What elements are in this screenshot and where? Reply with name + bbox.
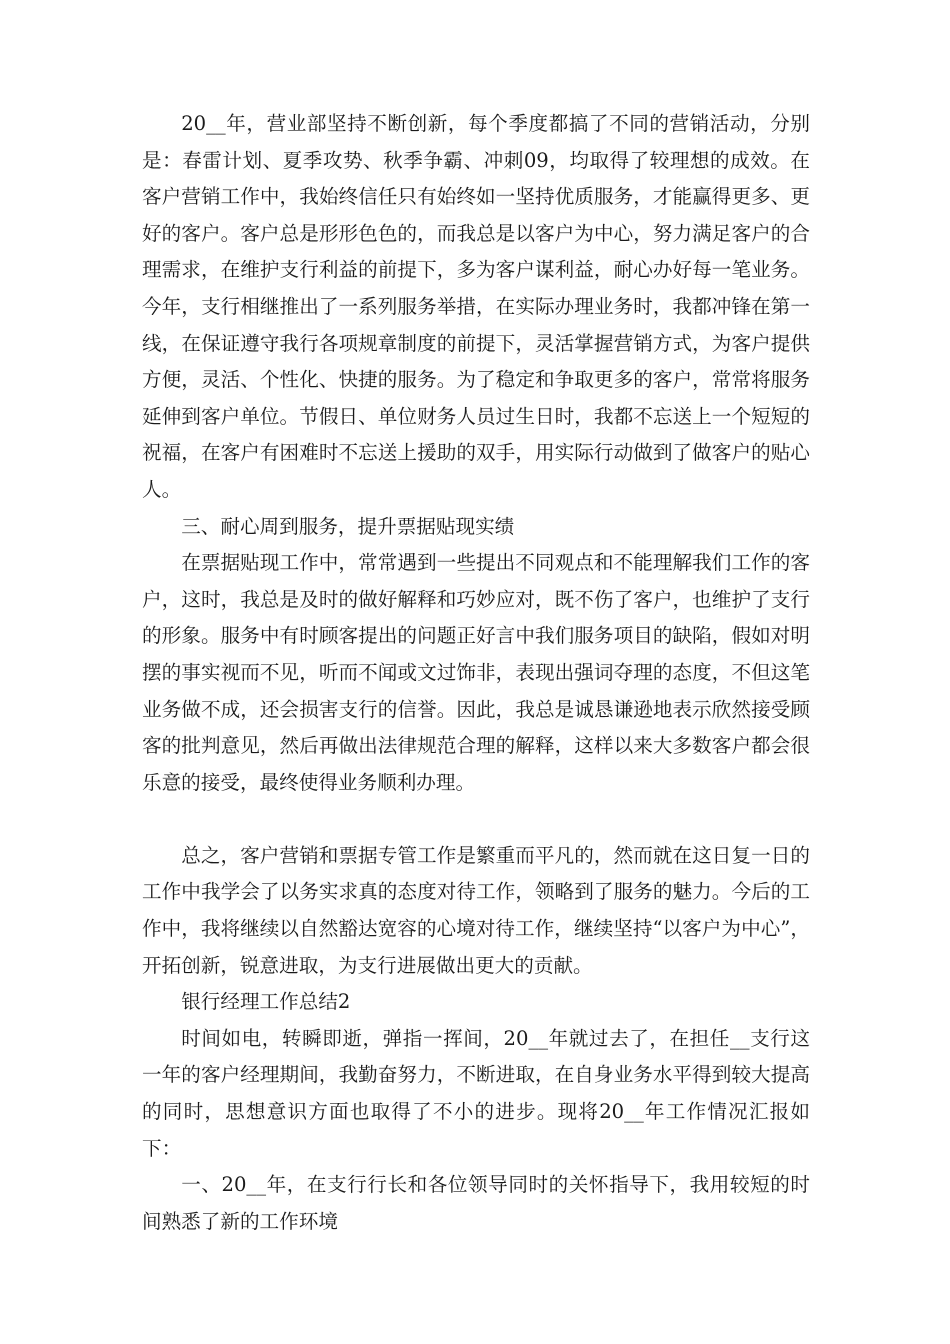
document-body xyxy=(142,106,810,1240)
blank-line xyxy=(142,801,810,838)
paragraph-intro: 时间如电，转瞬即逝，弹指一挥间，20__年就过去了，在担任__支行这一年的客户经理期间，我勤奋努力，不断进取，在自身业务水平得到较大提高的同时，思想意识方面也取得了不小的进步。现将20__年工作情况汇报如下： xyxy=(142,1026,810,1160)
paragraph-summary: 总之，客户营销和票据专管工作是繁重而平凡的，然而就在这日复一日的工作中我学会了以务实求真的态度对待工作，领略到了服务的魅力。今后的工作中，我将继续以自然豁达宽容的心境对待工作，继续坚持“以客户为中心”，开拓创新，锐意进取，为支行进展做出更大的贡献。 xyxy=(142,843,810,977)
document-subtitle: 银行经理工作总结2 xyxy=(181,990,351,1014)
section-heading-bill-discount: 三、耐心周到服务，提升票据贴现实绩 xyxy=(181,514,515,538)
paragraph-bill-discount: 在票据贴现工作中，常常遇到一些提出不同观点和不能理解我们工作的客户，这时，我总是及时的做好解释和巧妙应对，既不伤了客户，也维护了支行的形象。服务中有时顾客提出的问题正好言中我们服务项目的缺陷，假如对明摆的事实视而不见，听而不闻或文过饰非，表现出强词夺理的态度，不但这笔业务做不成，还会损害支行的信誉。因此，我总是诚恳谦逊地表示欣然接受顾客的批判意见，然后再做出法律规范合理的解释，这样以来大多数客户都会很乐意的接受，最终使得业务顺利办理。 xyxy=(142,551,810,794)
paragraph-section-one: 一、20__年，在支行行长和各位领导同时的关怀指导下，我用较短的时间熟悉了新的工作环境 xyxy=(142,1173,810,1233)
paragraph-marketing: 20__年，营业部坚持不断创新，每个季度都搞了不同的营销活动，分别是：春雷计划、夏季攻势、秋季争霸、冲刺09，均取得了较理想的成效。在客户营销工作中，我始终信任只有始终如一坚持优质服务，才能赢得更多、更好的客户。客户总是形形色色的，而我总是以客户为中心，努力满足客户的合理需求，在维护支行利益的前提下，多为客户谋利益，耐心办好每一笔业务。今年，支行相继推出了一系列服务举措，在实际办理业务时，我都冲锋在第一线，在保证遵守我行各项规章制度的前提下，灵活掌握营销方式，为客户提供方便，灵活、个性化、快捷的服务。为了稳定和争取更多的客户，常常将服务延伸到客户单位。节假日、单位财务人员过生日时，我都不忘送上一个短短的祝福，在客户有困难时不忘送上援助的双手，用实际行动做到了做客户的贴心人。 xyxy=(142,112,810,501)
